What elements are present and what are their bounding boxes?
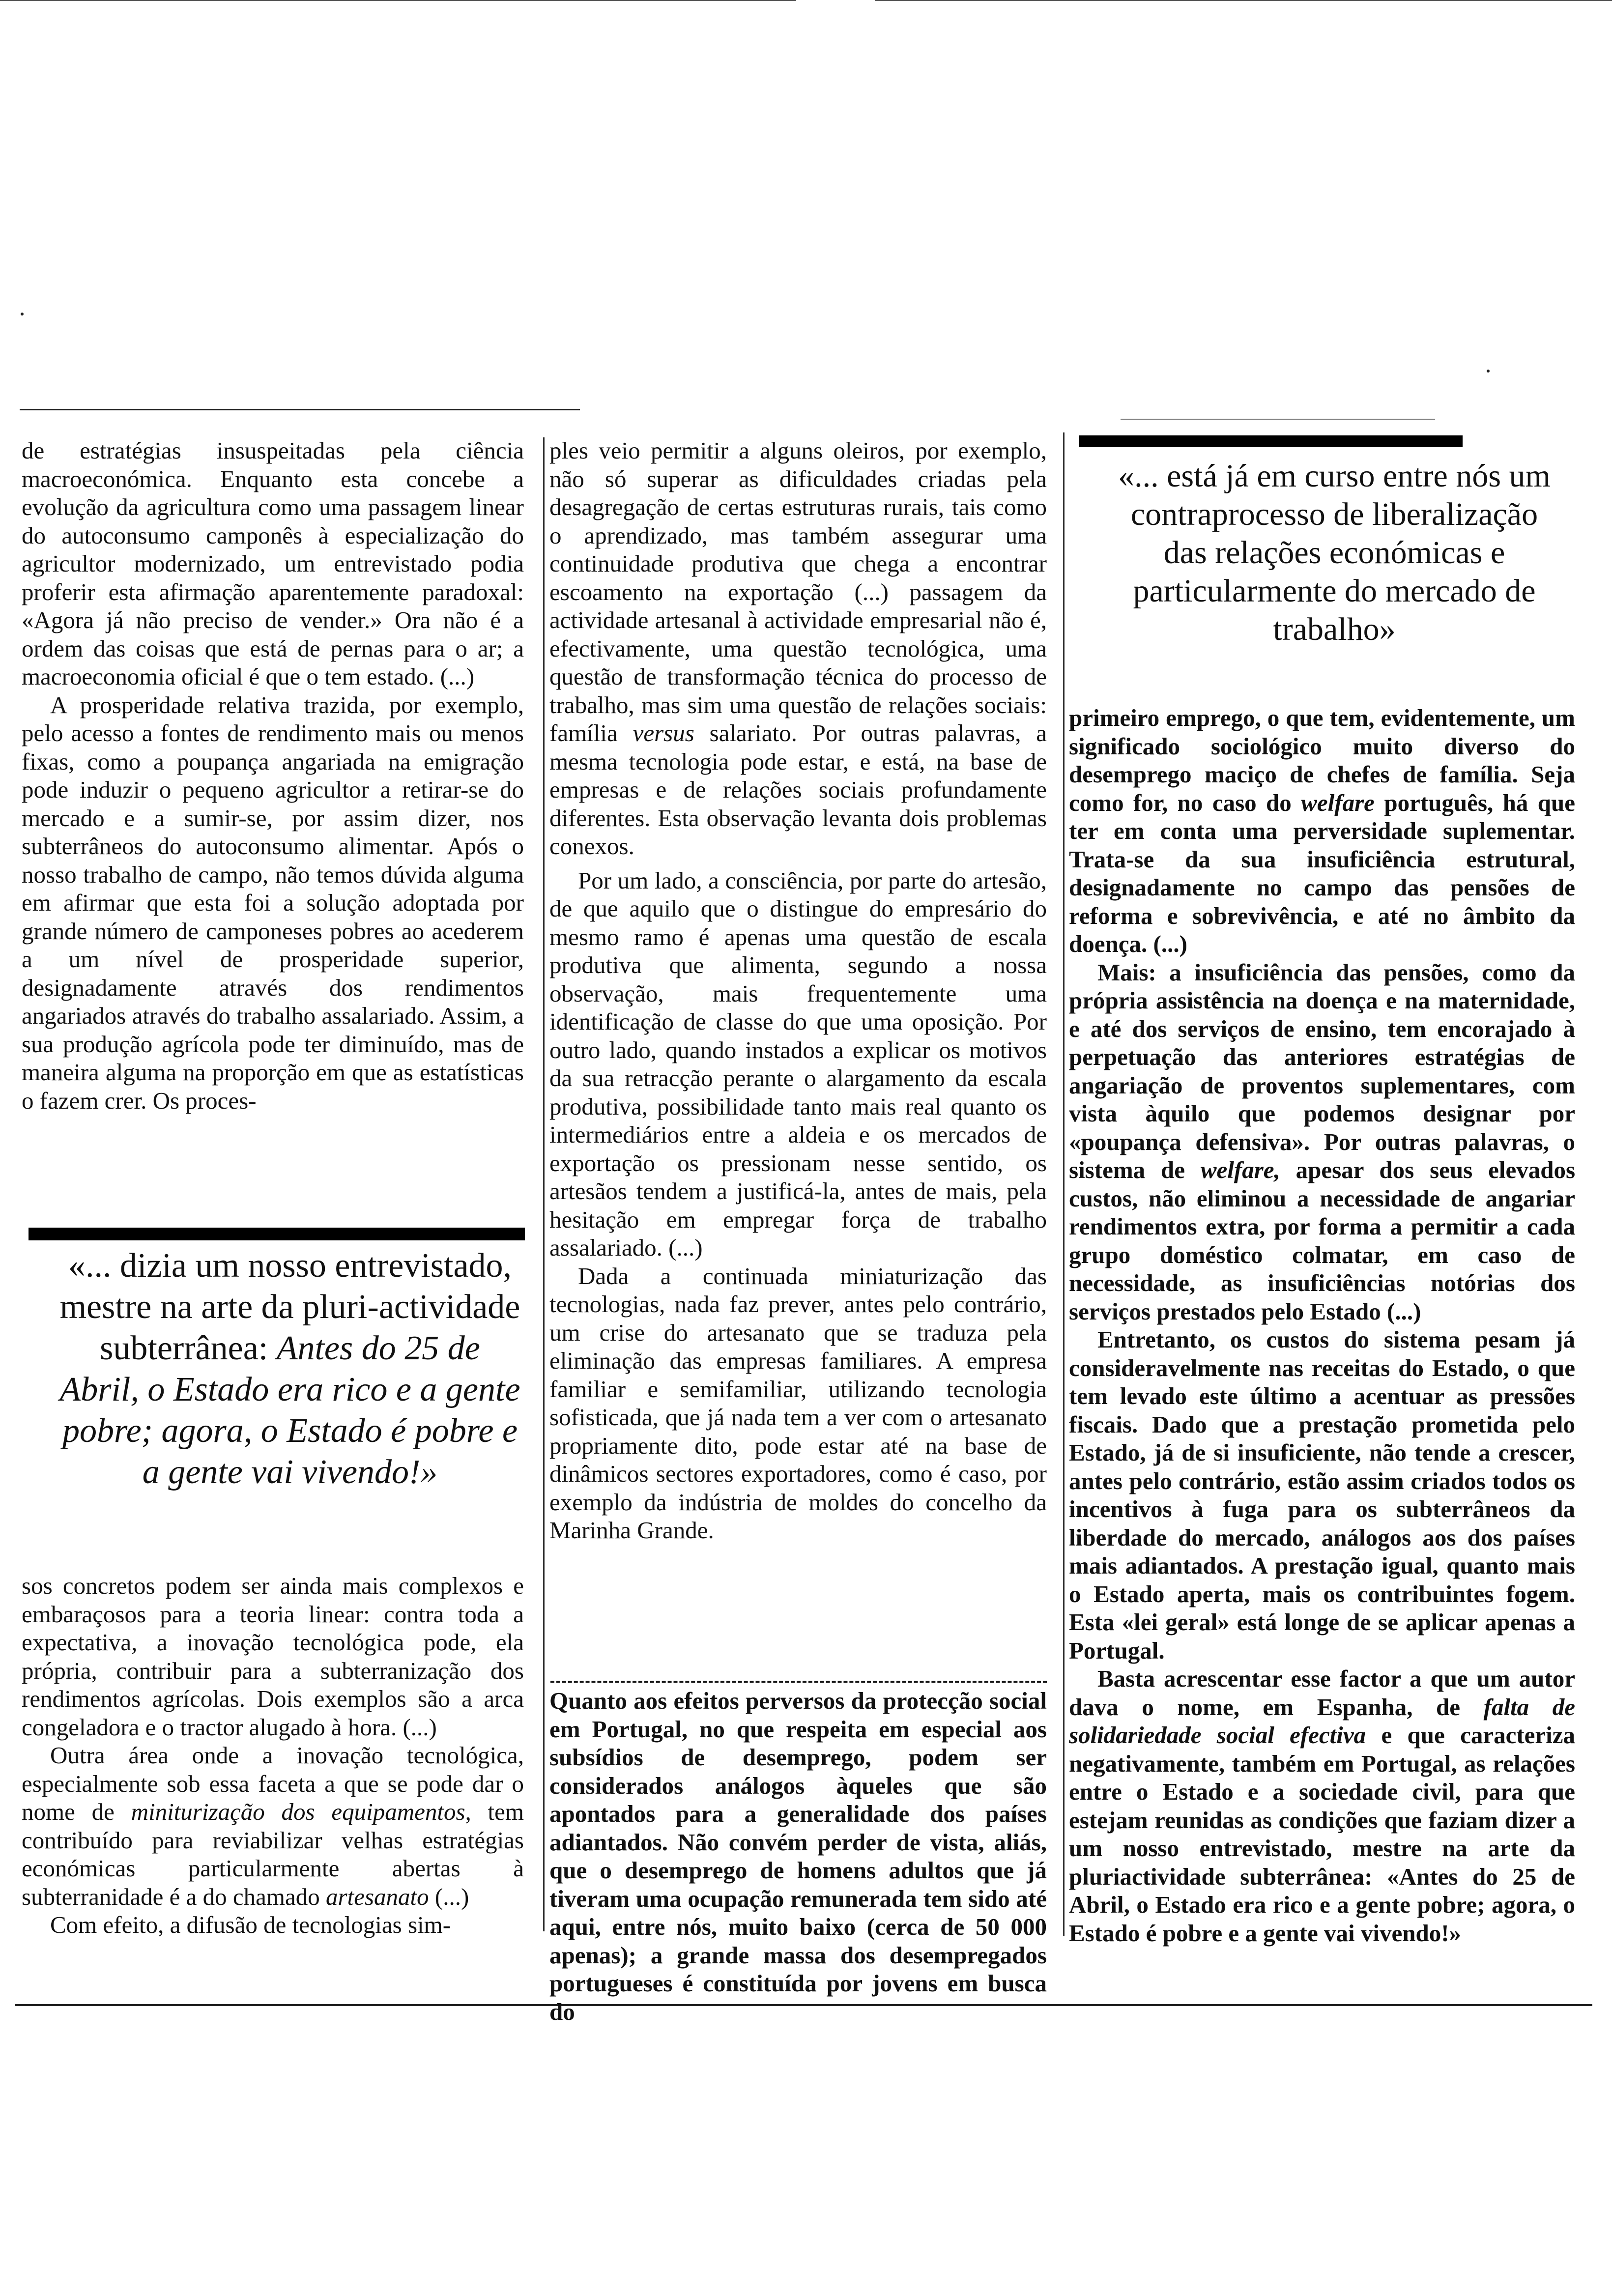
pull-quote-left-italic: Antes do 25 de Abril, o Estado era rico e a gente pobre; agora, o Estado é pobre e a gente vai vivendo!»	[59, 1329, 520, 1491]
column-1	[22, 436, 524, 1115]
col1-paragraph-2	[22, 691, 524, 1115]
header-rule	[20, 409, 580, 410]
col2-paragraph-3: Dada a continuada miniaturização das tecnologias, nada faz prever, antes pelo contrário, um crise do artesanato que se traduza pela eliminação das empresas familiares. A empresa familiar e semifamiliar, utilizando tecnologia sofisticada, que já nada tem a ver com o artesanato propriamente dito, pode estar até na base de dinâmicos sectores exportadores, como é caso, por exemplo da indústria de moldes do concelho da Marinha Grande.	[549, 1262, 1047, 1544]
col2-paragraph-1: ples veio permitir a alguns oleiros, por exemplo, não só superar as dificuldades criadas pela desagregação de certas estruturas rurais, tais como o aprendizado, mas também assegurar uma continuidade produtiva que chega a encontrar escoamento na exportação (...) passagem da actividade artesanal à actividade empresarial não é, efectivamente, uma questão tecnológica, uma questão de transformação técnica do processo de trabalho, mas sim uma questão de relações sociais: família versus salariato. Por outras palavras, a mesma tecnologia pode estar, e está, na base de empresas e de relações sociais profundamente diferentes. Esta observação levanta dois problemas conexos.	[549, 437, 1047, 860]
col1-paragraph-4: Outra área onde a inovação tecnológica, especialmente sob essa faceta a que se pode dar o nome de miniturização dos equipamentos, tem contribuído para reviabilizar velhas estratégias económicas particularmente abertas à subterranidade é a do chamado artesanato (...)	[22, 1742, 524, 1910]
column-1-bottom	[22, 1572, 524, 1939]
top-rule-left	[0, 0, 796, 1]
col1-paragraph-3: sos concretos podem ser ainda mais complexos e embaraçosos para a teoria linear: contra toda a expectativa, a inovação tecnológica pode, ela própria, contribuir para a subterranização dos rendimentos agrícolas. Dois exemplos são a arca congeladora e o tractor alugado à hora. (...)	[22, 1572, 524, 1741]
header-rule-right	[1121, 419, 1435, 420]
column-divider-2	[1063, 432, 1065, 1936]
pull-quote-left-text	[59, 1245, 521, 1493]
box-separator-dashes	[550, 1681, 1047, 1683]
col3-paragraph-4: Basta acrescentar esse factor a que um autor dava o nome, em Espanha, de falta de solidariedade social efectiva e que caracteriza negativamente, também em Portugal, as relações entre o Estado e a sociedade civil, para que estejam reunidas as condições que faziam dizer a um nosso entrevistado, mestre na arte da pluriactividade subterrânea: «Antes do 25 de Abril, o Estado era rico e a gente pobre; agora, o Estado é pobre e a gente vai vivendo!»	[1069, 1665, 1576, 1947]
column-2	[549, 436, 1047, 1545]
col3-paragraph-3: Entretanto, os custos do sistema pesam já consideravelmente nas receitas do Estado, o que tem levado este último a acentuar as pressões fiscais. Dado que a prestação prometida pelo Estado, já de si insuficiente, não tende a crescer, antes pelo contrário, estão assim criados todos os incentivos à fuga para os subterrâneos da liberdade do mercado, análogos aos dos países mais adiantados. A prestação igual, quanto mais o Estado aperta, mais os contribuintes fogem. Esta «lei geral» está longe de se aplicar apenas a Portugal.	[1069, 1326, 1575, 1664]
col2-paragraph-2: Por um lado, a consciência, por parte do artesão, de que aquilo que o distingue do empresário do mesmo ramo é apenas uma questão de escala produtiva que alimenta, segundo a nossa observação, mais frequentemente uma identificação de classe do que uma oposição. Por outro lado, quando instados a explicar os motivos da sua retracção perante o alargamento da escala produtiva, possibilidade tanto mais real quanto os intermediários entre a aldeia e os mercados de exportação os pressionam nesse sentido, os artesãos tendem a justificá-la, antes de mais, pela hesitação em empregar força de trabalho assalariado. (...)	[549, 866, 1047, 1261]
col1-paragraph-1: de estratégias insuspeitadas pela ciência macroeconómica. Enquanto esta concebe a evolução da agricultura como uma passagem linear do autoconsumo camponês à especialização do agricultor modernizado, um entrevistado podia proferir esta afirmação aparentemente paradoxal: «Agora já não preciso de vender.» Ora não é a ordem das coisas que está de pernas para o ar; a macroeconomia oficial é que o tem estado. (...)	[22, 437, 524, 690]
pull-quote-left-plain: «... dizia um nosso entrevistado, mestre na arte da pluri-actividade subterrânea:	[59, 1247, 520, 1367]
speck	[21, 313, 24, 316]
column-3	[1069, 704, 1575, 1947]
col3-paragraph-1: primeiro emprego, o que tem, evidentemente, um significado sociológico muito diverso do desemprego maciço de chefes de família. Seja como for, no caso do welfare português, há que ter em conta uma perversidade suplementar. Trata-se da sua insuficiência estrutural, designadamente no campo das pensões de reforma e sobrevivência, e até no âmbito da doença. (...)	[1069, 704, 1576, 957]
column-2-box	[549, 1687, 1047, 2026]
col3-paragraph-2: Mais: a insuficiência das pensões, como da própria assistência na doença e na maternidade, e até dos serviços de ensino, tem encorajado à perpetuação das anteriores estratégias de angariação de proventos suplementares, com vista àquilo que podemos designar por «poupança defensiva». Por outras palavras, o sistema de welfare, apesar dos seus elevados custos, não eliminou a necessidade de angariar rendimentos extra, por forma a permitir a cada grupo doméstico colmatar, em caso de necessidade, as insuficiências notórias dos serviços prestados pelo Estado (...)	[1069, 958, 1576, 1325]
speck	[1487, 370, 1490, 373]
pull-quote-right-text: «... está já em curso entre nós um contraprocesso de liberalização das relações económicas e particularmente do mercado de trabalho»	[1118, 458, 1551, 647]
col1-paragraph-5: Com efeito, a difusão de tecnologias sim-	[50, 1911, 451, 1938]
pull-quote-right	[1106, 457, 1563, 649]
col2-box-paragraph: Quanto aos efeitos perversos da protecção social em Portugal, no que respeita em especial aos subsídios de desemprego, podem ser considerados análogos àqueles que são apontados para a generalidade dos países adiantados. Não convém perder de vista, aliás, que o desemprego de homens adultos que já tiveram uma ocupação remunerada tem sido até aqui, entre nós, muito baixo (cerca de 50 000 apenas); a grande massa dos desempregados portugueses é constituída por jovens em busca do	[549, 1687, 1047, 2025]
top-rule-right	[875, 0, 1612, 1]
col1-paragraph-2-text: A prosperidade relativa trazida, por exemplo, pelo acesso a fontes de rendimento mais ou menos fixas, como a poupança angariada na emigração pode induzir o pequeno agricultor a retirar-se do mercado e a sumir-se, por assim dizer, nos subterrâneos do autoconsumo alimentar. Após o nosso trabalho de campo, não temos dúvida alguma em afirmar que esta foi a solução adoptada por grande número de camponeses pobres ao acederem a um nível de prosperidade superior, designadamente através dos rendimentos angariados através do trabalho assalariado. Assim, a sua produção agrícola pode ter diminuído, mas de maneira alguma na proporção em que as estatísticas o fazem crer. Os proces-	[22, 691, 524, 1114]
column-divider-1	[543, 437, 545, 1931]
quote-bar-left	[29, 1228, 525, 1240]
quote-bar-right	[1079, 435, 1463, 447]
pull-quote-left	[59, 1245, 521, 1493]
